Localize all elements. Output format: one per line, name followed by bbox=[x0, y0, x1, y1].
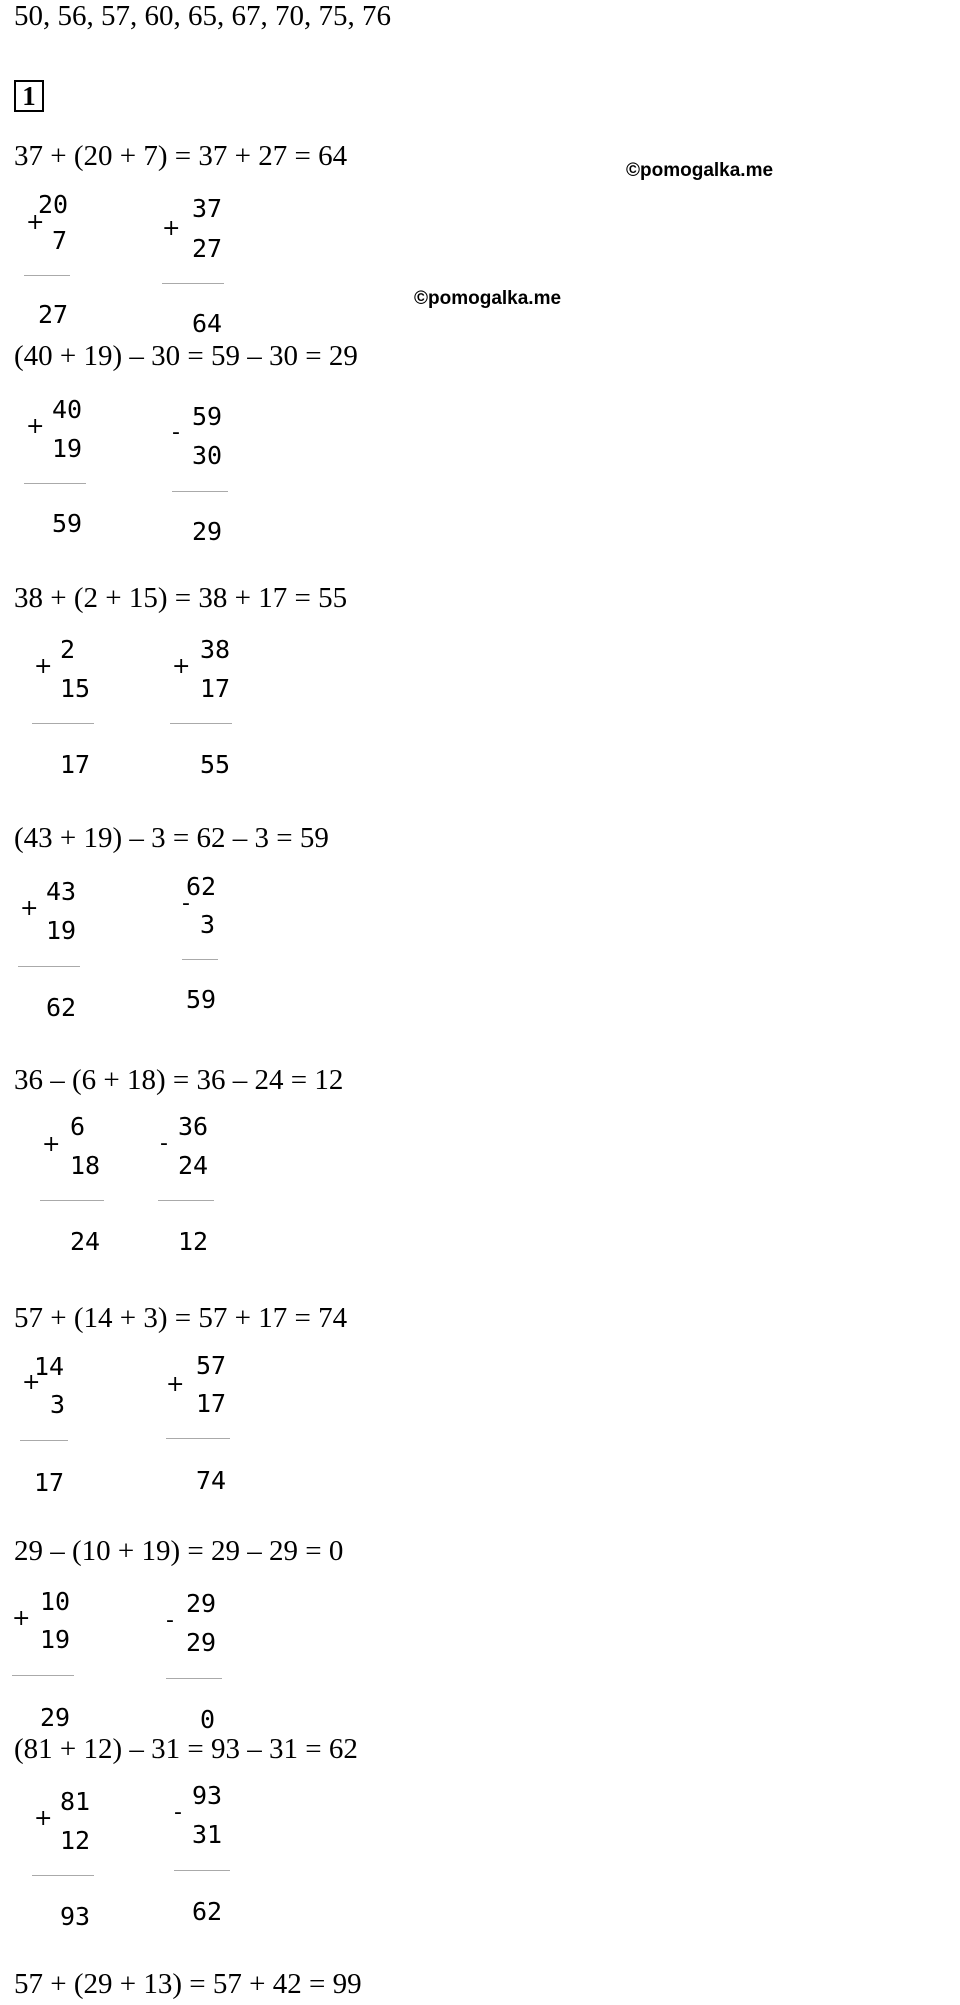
minus-sign: - bbox=[166, 1608, 174, 1633]
equation: 57 + (29 + 13) = 57 + 42 = 99 bbox=[14, 1968, 362, 2000]
plus-sign: + bbox=[162, 216, 181, 241]
plus-sign: + bbox=[20, 896, 39, 921]
column-operand-bottom: 12 bbox=[60, 1826, 91, 1855]
column-operand-bottom: 24 bbox=[178, 1151, 209, 1180]
equation: 37 + (20 + 7) = 37 + 27 = 64 bbox=[14, 140, 348, 172]
column-operand-top: 57 bbox=[196, 1351, 227, 1380]
column-rule bbox=[166, 1438, 230, 1439]
column-rule bbox=[18, 966, 80, 967]
column-operand-top: 59 bbox=[192, 402, 223, 431]
column-result: 59 bbox=[52, 509, 83, 538]
column-result: 24 bbox=[70, 1227, 101, 1256]
equation: 57 + (14 + 3) = 57 + 17 = 74 bbox=[14, 1302, 348, 1334]
column-result: 27 bbox=[38, 300, 69, 329]
plus-sign: + bbox=[34, 1806, 53, 1831]
watermark: ©pomogalka.me bbox=[626, 160, 774, 181]
column-operand-top: 81 bbox=[60, 1787, 91, 1816]
plus-sign: + bbox=[42, 1132, 61, 1157]
column-rule bbox=[158, 1200, 214, 1201]
column-operand-top: 43 bbox=[46, 877, 77, 906]
column-rule bbox=[32, 723, 94, 724]
column-result: 0 bbox=[200, 1705, 216, 1734]
column-operand-top: 93 bbox=[192, 1781, 223, 1810]
column-operand-bottom: 19 bbox=[46, 916, 77, 945]
column-operand-bottom: 17 bbox=[196, 1389, 227, 1418]
column-rule bbox=[12, 1675, 74, 1676]
plus-sign: + bbox=[22, 1370, 41, 1395]
task-number-box: 1 bbox=[14, 80, 44, 112]
equation: (40 + 19) – 30 = 59 – 30 = 29 bbox=[14, 340, 358, 372]
column-result: 93 bbox=[60, 1902, 91, 1931]
column-rule bbox=[24, 275, 70, 276]
column-rule bbox=[32, 1875, 94, 1876]
column-result: 12 bbox=[178, 1227, 209, 1256]
column-operand-top: 6 bbox=[70, 1112, 86, 1141]
column-operand-bottom: 27 bbox=[192, 234, 223, 263]
watermark: ©pomogalka.me bbox=[414, 288, 562, 309]
column-operand-top: 62 bbox=[186, 872, 217, 901]
equation: 36 – (6 + 18) = 36 – 24 = 12 bbox=[14, 1064, 344, 1096]
plus-sign: + bbox=[34, 654, 53, 679]
column-operand-top: 37 bbox=[192, 194, 223, 223]
column-operand-bottom: 7 bbox=[52, 226, 68, 255]
column-operand-bottom: 3 bbox=[200, 910, 216, 939]
column-operand-bottom: 19 bbox=[52, 434, 83, 463]
header-numbers: 50, 56, 57, 60, 65, 67, 70, 75, 76 bbox=[14, 0, 391, 32]
column-operand-bottom: 30 bbox=[192, 441, 223, 470]
column-rule bbox=[24, 483, 86, 484]
column-result: 29 bbox=[192, 517, 223, 546]
column-rule bbox=[162, 283, 224, 284]
plus-sign: + bbox=[166, 1372, 185, 1397]
plus-sign: + bbox=[26, 414, 45, 439]
minus-sign: - bbox=[174, 1800, 182, 1825]
column-operand-bottom: 17 bbox=[200, 674, 231, 703]
column-operand-top: 20 bbox=[38, 190, 69, 219]
column-operand-top: 29 bbox=[186, 1589, 217, 1618]
equation: (43 + 19) – 3 = 62 – 3 = 59 bbox=[14, 822, 329, 854]
plus-sign: + bbox=[172, 654, 191, 679]
column-operand-bottom: 3 bbox=[50, 1390, 66, 1419]
column-operand-top: 14 bbox=[34, 1352, 65, 1381]
minus-sign: - bbox=[172, 420, 180, 445]
column-result: 17 bbox=[60, 750, 91, 779]
column-operand-top: 2 bbox=[60, 635, 76, 664]
column-operand-top: 36 bbox=[178, 1112, 209, 1141]
minus-sign: - bbox=[182, 891, 190, 916]
column-result: 64 bbox=[192, 309, 223, 338]
equation: (81 + 12) – 31 = 93 – 31 = 62 bbox=[14, 1733, 358, 1765]
column-operand-top: 38 bbox=[200, 635, 231, 664]
minus-sign: - bbox=[160, 1131, 168, 1156]
column-rule bbox=[172, 491, 228, 492]
column-rule bbox=[174, 1870, 230, 1871]
plus-sign: + bbox=[26, 210, 45, 235]
column-rule bbox=[40, 1200, 104, 1201]
equation: 38 + (2 + 15) = 38 + 17 = 55 bbox=[14, 582, 348, 614]
column-operand-bottom: 29 bbox=[186, 1628, 217, 1657]
column-rule bbox=[20, 1440, 68, 1441]
column-result: 62 bbox=[192, 1897, 223, 1926]
column-rule bbox=[166, 1678, 222, 1679]
column-operand-top: 10 bbox=[40, 1587, 71, 1616]
plus-sign: + bbox=[12, 1606, 31, 1631]
column-result: 29 bbox=[40, 1703, 71, 1732]
column-result: 55 bbox=[200, 750, 231, 779]
column-rule bbox=[170, 723, 232, 724]
column-result: 59 bbox=[186, 985, 217, 1014]
column-operand-bottom: 19 bbox=[40, 1625, 71, 1654]
column-rule bbox=[182, 959, 218, 960]
column-result: 74 bbox=[196, 1466, 227, 1495]
column-operand-bottom: 31 bbox=[192, 1820, 223, 1849]
column-operand-bottom: 15 bbox=[60, 674, 91, 703]
equation: 29 – (10 + 19) = 29 – 29 = 0 bbox=[14, 1535, 344, 1567]
column-operand-bottom: 18 bbox=[70, 1151, 101, 1180]
column-result: 17 bbox=[34, 1468, 65, 1497]
column-operand-top: 40 bbox=[52, 395, 83, 424]
column-result: 62 bbox=[46, 993, 77, 1022]
